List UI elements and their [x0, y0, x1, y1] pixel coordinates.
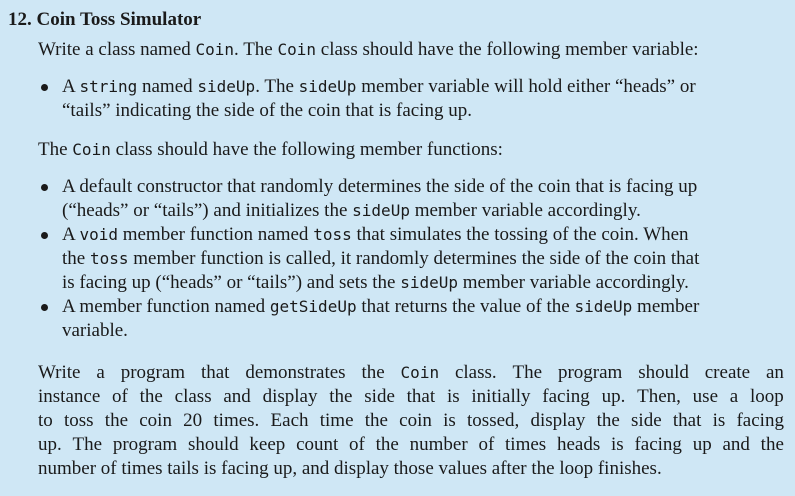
word: is	[443, 410, 456, 431]
word: tossed,	[467, 410, 520, 431]
word: the	[104, 410, 129, 431]
intro-line: Write a class named Coin. The Coin class should have the following member variable:	[38, 39, 699, 60]
word: facing	[736, 410, 784, 431]
word: coin	[399, 410, 432, 431]
word: coin	[139, 410, 172, 431]
word: facing	[542, 386, 590, 407]
word: the	[329, 386, 353, 407]
paragraph-line: number of times tails is facing up, and display those values after the loop finishes.	[38, 458, 662, 479]
word: an	[765, 362, 784, 383]
paragraph-line	[38, 433, 784, 457]
word: up.	[601, 386, 626, 407]
code-coin: Coin	[400, 363, 440, 382]
word: up.	[38, 434, 62, 455]
word: is	[712, 410, 726, 431]
paragraph-line	[38, 385, 784, 409]
word: program	[112, 434, 178, 455]
word: program	[120, 362, 186, 383]
word: class	[174, 386, 212, 407]
word: to	[38, 410, 53, 431]
word: count	[296, 434, 339, 455]
code-coin: Coin	[72, 140, 111, 159]
word: times	[505, 434, 547, 455]
word: time	[319, 410, 354, 431]
word: and	[223, 386, 251, 407]
word: that	[406, 386, 436, 407]
word: the	[364, 410, 388, 431]
word: initially	[471, 386, 531, 407]
word: 20	[183, 410, 203, 431]
word: instance	[38, 386, 101, 407]
list-item: A member function named getSideUp that returns the value of the sideUp member variable.	[62, 296, 700, 341]
word: the	[760, 434, 784, 455]
word: The	[72, 434, 103, 455]
word: Write	[38, 362, 81, 383]
word: should	[638, 362, 689, 383]
exercise-title: 12. Coin Toss Simulator	[8, 9, 202, 30]
word: the	[375, 434, 399, 455]
word: loop	[750, 386, 784, 407]
member-variable-list	[38, 75, 785, 123]
word: The	[512, 362, 543, 383]
word: and	[722, 434, 750, 455]
paragraph-line	[38, 409, 784, 433]
word: side	[631, 410, 662, 431]
code-coin: Coin	[195, 40, 235, 59]
word: toss	[64, 410, 94, 431]
word: demonstrates	[245, 362, 346, 383]
word: Then,	[637, 386, 681, 407]
word: the	[361, 362, 385, 383]
word: facing	[634, 434, 682, 455]
word: of	[112, 386, 128, 407]
word: of	[349, 434, 365, 455]
word: display	[262, 386, 318, 407]
word: display	[530, 410, 586, 431]
word: times.	[213, 410, 260, 431]
word: side	[364, 386, 395, 407]
word: create	[704, 362, 751, 383]
word: up	[692, 434, 712, 455]
word: use	[692, 386, 718, 407]
word: class.	[454, 362, 497, 383]
final-paragraph	[38, 361, 784, 481]
word: that	[200, 362, 230, 383]
member-functions-list	[38, 175, 785, 343]
word: should	[187, 434, 239, 455]
word: is	[611, 434, 624, 455]
word: a	[96, 362, 105, 383]
word: the	[596, 410, 620, 431]
code-coin: Coin	[277, 40, 317, 59]
list-item: A void member function named toss that simulates the tossing of the coin. When the toss member function is called, it randomly determines the side of the coin that is facing up (“heads” or “tails”) and sets the sideUp member variable accordingly.	[62, 224, 700, 293]
word: Each	[270, 410, 309, 431]
list-item: A string named sideUp. The sideUp member variable will hold either “heads” or “tails” indicating the side of the coin that is facing up.	[62, 76, 696, 121]
word: that	[672, 410, 702, 431]
word: of	[478, 434, 495, 455]
word: number	[409, 434, 468, 455]
word: program	[557, 362, 623, 383]
paragraph-line	[38, 361, 784, 385]
word: the	[139, 386, 163, 407]
word: is	[446, 386, 460, 407]
functions-intro-line: The Coin class should have the following member functions:	[38, 139, 503, 160]
word: a	[729, 386, 739, 407]
word: heads	[556, 434, 601, 455]
word: keep	[249, 434, 286, 455]
list-item: A default constructor that randomly determines the side of the coin that is facing up (“heads” or “tails”) and initializes the sideUp member variable accordingly.	[62, 176, 698, 221]
